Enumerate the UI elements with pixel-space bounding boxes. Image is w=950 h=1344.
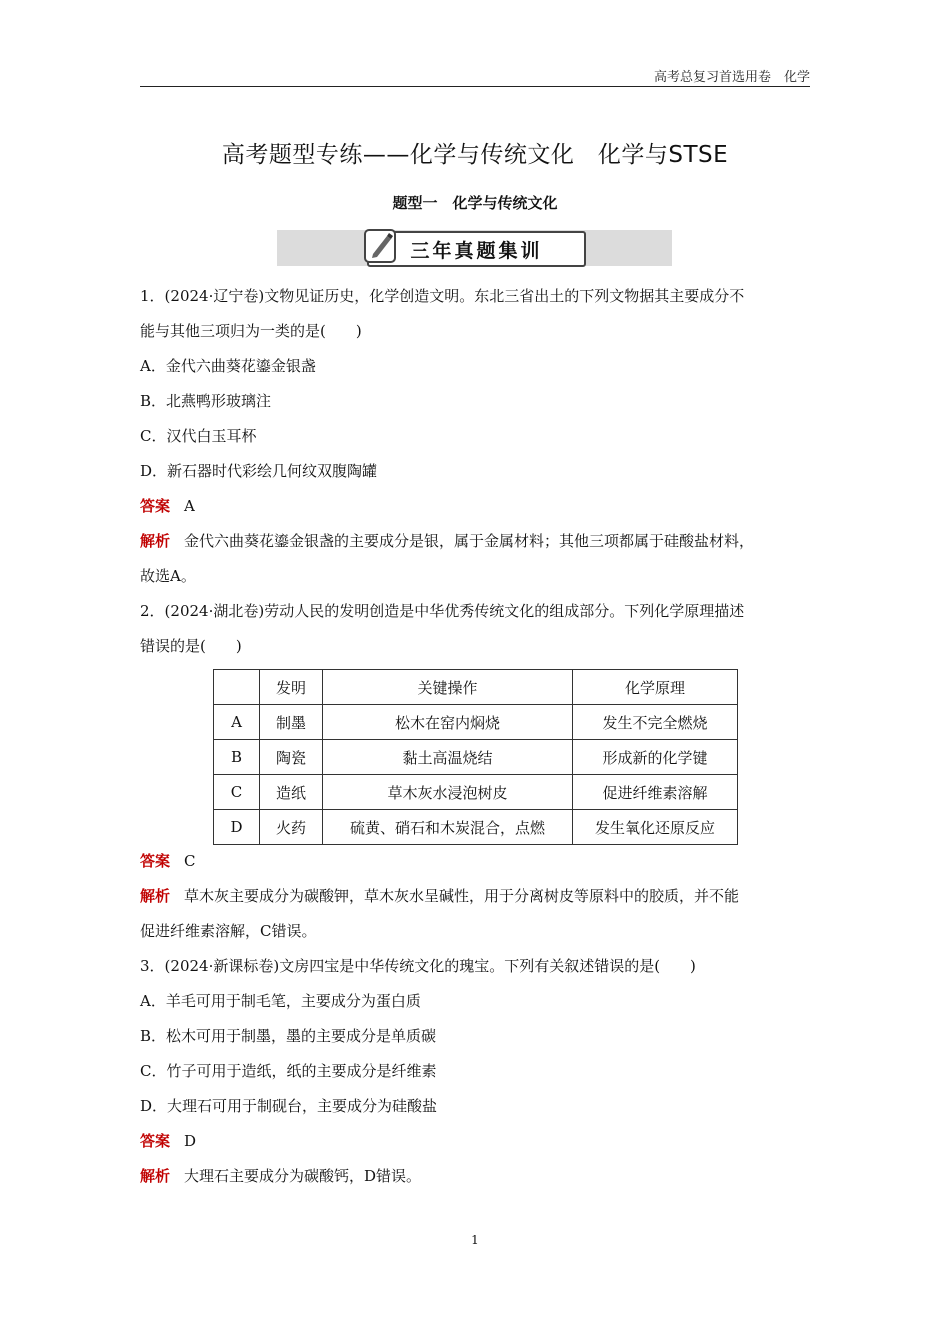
option-b: B．松木可用于制墨，墨的主要成分是单质碳 <box>140 1027 437 1045</box>
question-stem: 错误的是( ) <box>140 637 242 655</box>
answer-value: D <box>184 1132 197 1150</box>
table-row <box>214 775 738 810</box>
table-cell: 黏土高温烧结 <box>323 740 573 775</box>
option-d: D．大理石可用于制砚台，主要成分为硅酸盐 <box>140 1097 438 1115</box>
page-title: 高考题型专练——化学与传统文化 化学与STSE <box>221 142 729 168</box>
table-header-row <box>214 670 738 705</box>
table-cell: A <box>214 705 260 740</box>
table-row <box>214 740 738 775</box>
table-cell: 制墨 <box>260 705 323 740</box>
question-2 <box>140 599 810 954</box>
table-cell: 硫黄、硝石和木炭混合，点燃 <box>323 810 573 845</box>
page-number: 1 <box>471 1233 479 1247</box>
banner-text: 三年真题集训 <box>410 240 543 262</box>
answer-label: 答案 <box>140 852 171 870</box>
section-banner <box>277 230 672 266</box>
answer-row <box>140 1129 810 1164</box>
question-stem: 2．(2024·湖北卷)劳动人民的发明创造是中华优秀传统文化的组成部分。下列化学原理描述 <box>140 602 745 620</box>
option-c: C．竹子可用于造纸，纸的主要成分是纤维素 <box>140 1062 437 1080</box>
question-stem: 能与其他三项归为一类的是( ) <box>140 322 362 340</box>
analysis-text: 促进纤维素溶解，C错误。 <box>140 922 317 940</box>
banner-box <box>367 231 586 267</box>
answer-label: 答案 <box>140 1132 171 1150</box>
table-header: 关键操作 <box>323 670 573 705</box>
table-cell: D <box>214 810 260 845</box>
table-cell: 造纸 <box>260 775 323 810</box>
option-a: A．金代六曲葵花鎏金银盏 <box>140 357 316 375</box>
document-body <box>140 284 810 1199</box>
question-1 <box>140 284 810 599</box>
answer-row <box>140 494 810 529</box>
question-stem: 1．(2024·辽宁卷)文物见证历史，化学创造文明。东北三省出土的下列文物据其主要成分不 <box>140 287 745 305</box>
table-row <box>214 810 738 845</box>
table-cell: 促进纤维素溶解 <box>573 775 738 810</box>
table-cell: 陶瓷 <box>260 740 323 775</box>
option-a: A．羊毛可用于制毛笔，主要成分为蛋白质 <box>140 992 421 1010</box>
analysis-label: 解析 <box>140 1167 171 1185</box>
answer-label: 答案 <box>140 497 171 515</box>
answer-value: C <box>184 852 196 870</box>
invention-table <box>213 669 738 845</box>
option-b: B．北燕鸭形玻璃注 <box>140 392 272 410</box>
table-cell: 草木灰水浸泡树皮 <box>323 775 573 810</box>
answer-value: A <box>184 497 195 515</box>
table-cell: 火药 <box>260 810 323 845</box>
analysis-label: 解析 <box>140 532 171 550</box>
table-header: 化学原理 <box>573 670 738 705</box>
analysis-text: 故选A。 <box>140 567 196 585</box>
question-3 <box>140 954 810 1199</box>
analysis-row <box>140 884 810 919</box>
table-cell: 发生不完全燃烧 <box>573 705 738 740</box>
option-d: D．新石器时代彩绘几何纹双腹陶罐 <box>140 462 378 480</box>
table-row <box>214 705 738 740</box>
table-cell: 松木在窑内焖烧 <box>323 705 573 740</box>
analysis-label: 解析 <box>140 887 171 905</box>
analysis-text: 草木灰主要成分为碳酸钾，草木灰水呈碱性，用于分离树皮等原料中的胶质，并不能 <box>184 887 740 905</box>
analysis-text: 金代六曲葵花鎏金银盏的主要成分是银，属于金属材料；其他三项都属于硅酸盐材料， <box>184 532 755 550</box>
option-c: C．汉代白玉耳杯 <box>140 427 257 445</box>
table-header <box>214 670 260 705</box>
table-header: 发明 <box>260 670 323 705</box>
analysis-row <box>140 1164 810 1199</box>
analysis-row <box>140 529 810 564</box>
page-header <box>140 62 810 87</box>
table-cell: 形成新的化学键 <box>573 740 738 775</box>
pencil-icon <box>363 226 399 266</box>
section-subtitle: 题型一 化学与传统文化 <box>392 194 558 212</box>
question-stem: 3．(2024·新课标卷)文房四宝是中华传统文化的瑰宝。下列有关叙述错误的是( ) <box>140 957 696 975</box>
header-text: 高考总复习首选用卷 化学 <box>653 70 810 85</box>
analysis-text: 大理石主要成分为碳酸钙，D错误。 <box>184 1167 422 1185</box>
answer-row <box>140 849 810 884</box>
table-cell: C <box>214 775 260 810</box>
table-cell: B <box>214 740 260 775</box>
table-cell: 发生氧化还原反应 <box>573 810 738 845</box>
